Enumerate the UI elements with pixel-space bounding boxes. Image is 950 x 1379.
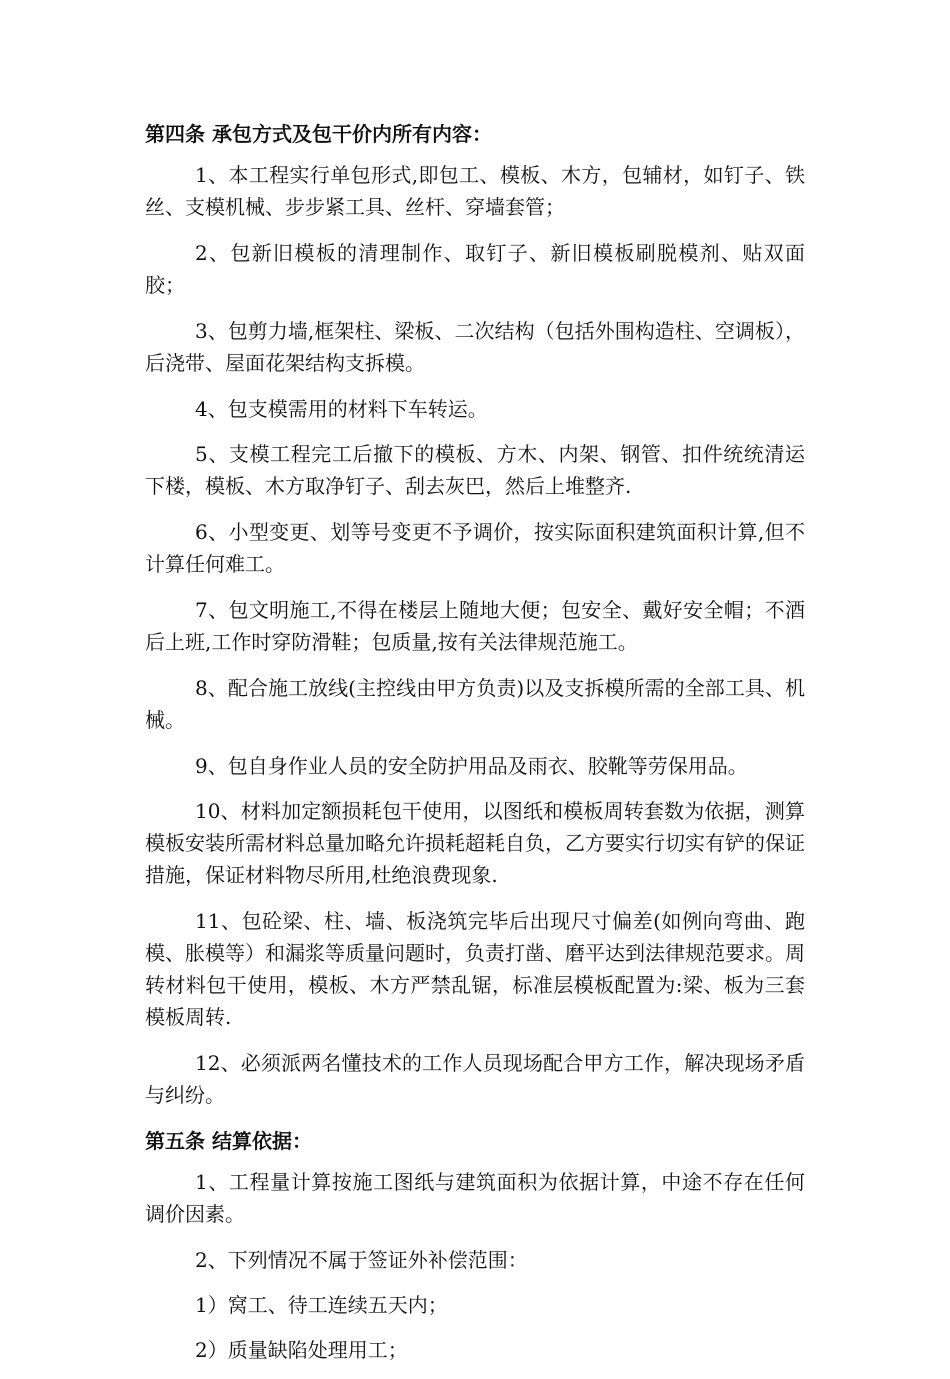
section-4-item-5: 5、支模工程完工后撤下的模板、方木、内架、钢管、扣件统统清运下楼，模板、木方取净钉子、刮去灰巴，然后上堆整齐. bbox=[145, 442, 805, 498]
section-4-item-8: 8、配合施工放线(主控线由甲方负责)以及支拆模所需的全部工具、机械。 bbox=[145, 676, 805, 732]
section-4-item-3: 3、包剪力墙,框架柱、梁板、二次结构（包括外围构造柱、空调板），后浇带、屋面花架结构支拆模。 bbox=[145, 319, 805, 375]
section-5-item-1: 1、工程量计算按施工图纸与建筑面积为依据计算，中途不存在任何调价因素。 bbox=[145, 1170, 805, 1226]
section-4-item-2: 2、包新旧模板的清理制作、取钉子、新旧模板刷脱模剂、贴双面胶； bbox=[145, 241, 805, 297]
section-5-heading: 第五条 结算依据： bbox=[145, 1129, 312, 1153]
section-4-item-4: 4、包支模需用的材料下车转运。 bbox=[195, 397, 488, 421]
section-5-item-2: 2、下列情况不属于签证外补偿范围： bbox=[195, 1248, 528, 1272]
section-4-item-12: 12、必须派两名懂技术的工作人员现场配合甲方工作，解决现场矛盾与纠纷。 bbox=[145, 1051, 805, 1107]
section-4-item-11: 11、包砼梁、柱、墙、板浇筑完毕后出现尺寸偏差(如例向弯曲、跑模、胀模等）和漏浆等质量问题时，负责打凿、磨平达到法律规范要求。周转材料包干使用，模板、木方严禁乱锯，标准层模板配置为:梁、板为三套模板周转. bbox=[145, 909, 805, 1029]
section-4-item-7: 7、包文明施工,不得在楼层上随地大便；包安全、戴好安全帽；不酒后上班,工作时穿防滑鞋；包质量,按有关法律规范施工。 bbox=[145, 598, 805, 654]
section-4-item-10: 10、材料加定额损耗包干使用，以图纸和模板周转套数为依据，测算模板安装所需材料总量加略允许损耗超耗自负，乙方要实行切实有铲的保证措施，保证材料物尽所用,杜绝浪费现象. bbox=[145, 799, 805, 887]
section-4-heading: 第四条 承包方式及包干价内所有内容： bbox=[145, 122, 492, 146]
section-5-item-4: 2）质量缺陷处理用工； bbox=[195, 1338, 408, 1362]
section-5-item-3: 1）窝工、待工连续五天内； bbox=[195, 1293, 448, 1317]
section-4-item-9: 9、包自身作业人员的安全防护用品及雨衣、胶靴等劳保用品。 bbox=[195, 754, 748, 778]
document-body bbox=[145, 118, 805, 1379]
section-4-item-6: 6、小型变更、划等号变更不予调价，按实际面积建筑面积计算,但不计算任何难工。 bbox=[145, 520, 805, 576]
section-4-item-1: 1、本工程实行单包形式,即包工、模板、木方，包辅材，如钉子、铁丝、支模机械、步步紧工具、丝杆、穿墙套管； bbox=[145, 163, 805, 219]
